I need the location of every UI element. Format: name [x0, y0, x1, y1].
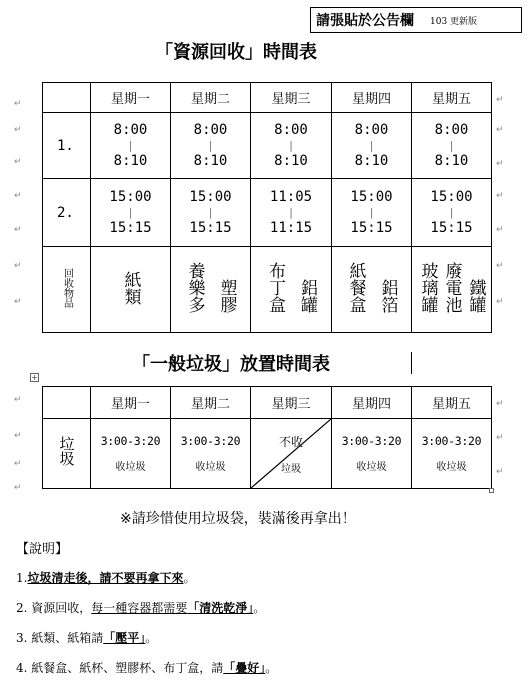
note-prefix: 3. 紙類、紙箱請 [16, 631, 104, 645]
start-time: 8:00 [434, 122, 469, 138]
paragraph-mark-icon: ↵ [14, 431, 22, 441]
garbage-cell [171, 419, 251, 489]
recycle-time-row [43, 113, 492, 179]
range-divider: | [207, 206, 214, 219]
start-time: 15:00 [189, 189, 232, 205]
end-time: 15:15 [350, 220, 393, 236]
note-item [16, 569, 195, 586]
note-item [16, 629, 157, 646]
range-divider: | [368, 139, 375, 152]
garbage-row [43, 419, 492, 489]
garbage-cell-wednesday [251, 419, 332, 489]
end-time: 8:10 [434, 153, 469, 169]
row-end-mark-icon: ↵ [496, 225, 504, 235]
reminder-text: ※請珍惜使用垃圾袋，裝滿後再拿出！ [120, 511, 356, 527]
range-divider: | [287, 206, 295, 219]
garbage-row-label: 垃圾 [57, 436, 76, 466]
header-box [310, 7, 522, 33]
day-header: 星期二 [171, 387, 251, 419]
garbage-time: 3:00-3:20 [100, 434, 161, 448]
day-header: 星期二 [171, 83, 251, 113]
garbage-note: 收垃圾 [436, 462, 467, 473]
note-prefix: 1. [16, 571, 28, 585]
end-time: 8:10 [274, 153, 308, 169]
range-divider: | [127, 206, 134, 219]
day-header: 星期一 [91, 387, 171, 419]
note-emphasis: 「清洗乾淨」 [187, 601, 254, 615]
row-end-mark-icon: ↵ [496, 433, 504, 443]
note-prefix: 2. 資源回收， [16, 601, 92, 615]
header-title: 請張貼於公告欄 [316, 13, 414, 29]
table-move-handle[interactable]: + [31, 373, 38, 382]
range-divider: | [368, 206, 375, 219]
end-time: 15:15 [189, 220, 232, 236]
garbage-row-label-cell [43, 419, 91, 489]
start-time: 15:00 [109, 189, 152, 205]
paragraph-mark-icon: ↵ [14, 483, 22, 493]
paragraph-mark-icon: ↵ [14, 191, 22, 201]
items-label-cell [43, 247, 91, 333]
end-time: 8:10 [113, 153, 148, 169]
garbage-time: 不收 [278, 434, 303, 449]
row-end-mark-icon: ↵ [496, 95, 504, 105]
start-time: 15:00 [430, 189, 473, 205]
day-header: 星期五 [412, 83, 492, 113]
paragraph-mark-icon: ↵ [14, 261, 22, 271]
diagonal-slash [251, 419, 331, 488]
day-header: 星期一 [91, 83, 171, 113]
paragraph-mark-icon: ↵ [14, 157, 22, 167]
row-end-mark-icon: ↵ [496, 261, 504, 271]
note-underline: 每一種容器都需要 [91, 601, 188, 615]
row-number: 1. [43, 113, 91, 179]
recycle-item: 布丁盒 [265, 262, 285, 313]
row-end-mark-icon: ↵ [496, 297, 504, 307]
end-time: 15:15 [430, 220, 473, 236]
start-time: 11:05 [269, 189, 313, 205]
note-emphasis: 「壓平」 [103, 631, 146, 645]
end-time: 8:10 [193, 153, 228, 169]
note-prefix: 4. 紙餐盒、紙杯、塑膠杯、布丁盒，請 [16, 661, 224, 675]
time-slot [332, 179, 412, 247]
recycle-item: 玻璃罐 [417, 262, 438, 313]
items-cell [91, 247, 171, 333]
garbage-time: 3:00-3:20 [341, 434, 402, 448]
note-emphasis: 垃圾清走後，請不要再拿下來 [27, 571, 184, 585]
items-cell [251, 247, 332, 333]
time-slot [171, 179, 251, 247]
time-slot [251, 113, 332, 179]
corner-cell [43, 387, 91, 419]
recycle-item: 廢電池 [441, 262, 462, 313]
items-cell [412, 247, 492, 333]
paragraph-mark-icon: ↵ [14, 99, 22, 109]
range-divider: | [448, 206, 455, 219]
garbage-table [42, 386, 492, 489]
recycle-item: 塑膠 [216, 279, 237, 313]
recycle-item: 鋁箔 [377, 279, 398, 313]
start-time: 8:00 [354, 122, 389, 138]
time-slot [171, 113, 251, 179]
recycle-items-row [43, 247, 492, 333]
garbage-header-row [43, 387, 492, 419]
garbage-title: 「一般垃圾」放置時間表 [132, 354, 330, 375]
range-divider: | [207, 139, 214, 152]
start-time: 15:00 [350, 189, 393, 205]
range-divider: | [287, 139, 295, 152]
row-end-mark-icon: ↵ [496, 191, 504, 201]
paragraph-mark-icon: ↵ [14, 395, 22, 405]
note-suffix: 。 [265, 661, 278, 675]
recycle-header-row [43, 83, 492, 113]
start-time: 8:00 [113, 122, 148, 138]
time-slot [332, 113, 412, 179]
garbage-note: 收垃圾 [195, 462, 226, 473]
recycle-item: 鋁罐 [297, 279, 317, 313]
note-suffix: 。 [145, 631, 158, 645]
garbage-cell [412, 419, 492, 489]
garbage-cell [332, 419, 412, 489]
time-slot [91, 113, 171, 179]
garbage-note: 收垃圾 [115, 462, 146, 473]
garbage-time: 3:00-3:20 [180, 434, 241, 448]
table-resize-handle[interactable] [489, 488, 494, 493]
day-header: 星期四 [332, 83, 412, 113]
time-slot [91, 179, 171, 247]
paragraph-mark-icon: ↵ [14, 225, 22, 235]
recycle-time-row [43, 179, 492, 247]
recycle-item: 紙類 [120, 270, 141, 305]
note-item [16, 659, 277, 676]
garbage-note: 收垃圾 [356, 462, 387, 473]
garbage-time: 3:00-3:20 [421, 434, 482, 448]
note-suffix: 。 [253, 601, 266, 615]
paragraph-mark-icon: ↵ [14, 297, 22, 307]
note-item [16, 599, 265, 616]
recycle-item: 鐵罐 [465, 279, 486, 313]
corner-cell [43, 83, 91, 113]
recycle-table [42, 82, 492, 333]
recycle-item: 紙餐盒 [345, 262, 366, 313]
time-slot [412, 179, 492, 247]
items-cell [171, 247, 251, 333]
row-end-mark-icon: ↵ [496, 467, 504, 477]
time-slot [251, 179, 332, 247]
day-header: 星期五 [412, 387, 492, 419]
row-number: 2. [43, 179, 91, 247]
end-time: 15:15 [109, 220, 152, 236]
row-end-mark-icon: ↵ [496, 399, 504, 409]
end-time: 8:10 [354, 153, 389, 169]
time-slot [412, 113, 492, 179]
start-time: 8:00 [193, 122, 228, 138]
text-cursor [411, 352, 412, 374]
recycle-title: 「資源回收」時間表 [155, 42, 317, 63]
range-divider: | [127, 139, 134, 152]
day-header: 星期四 [332, 387, 412, 419]
range-divider: | [448, 139, 455, 152]
paragraph-mark-icon: ↵ [14, 125, 22, 135]
day-header: 星期三 [251, 83, 332, 113]
items-cell [332, 247, 412, 333]
end-time: 11:15 [269, 220, 313, 236]
items-label: 回收物品 [61, 267, 73, 308]
day-header: 星期三 [251, 387, 332, 419]
recycle-item: 養樂多 [184, 262, 205, 313]
garbage-cell [91, 419, 171, 489]
start-time: 8:00 [274, 122, 308, 138]
row-end-mark-icon: ↵ [496, 125, 504, 135]
row-end-mark-icon: ↵ [496, 159, 504, 169]
note-suffix: 。 [183, 571, 196, 585]
notes-heading: 【說明】 [16, 542, 69, 557]
paragraph-mark-icon: ↵ [14, 459, 22, 469]
header-version: 103 更新版 [430, 16, 478, 27]
note-emphasis: 「疊好」 [223, 661, 266, 675]
garbage-note: 垃圾 [281, 463, 301, 475]
